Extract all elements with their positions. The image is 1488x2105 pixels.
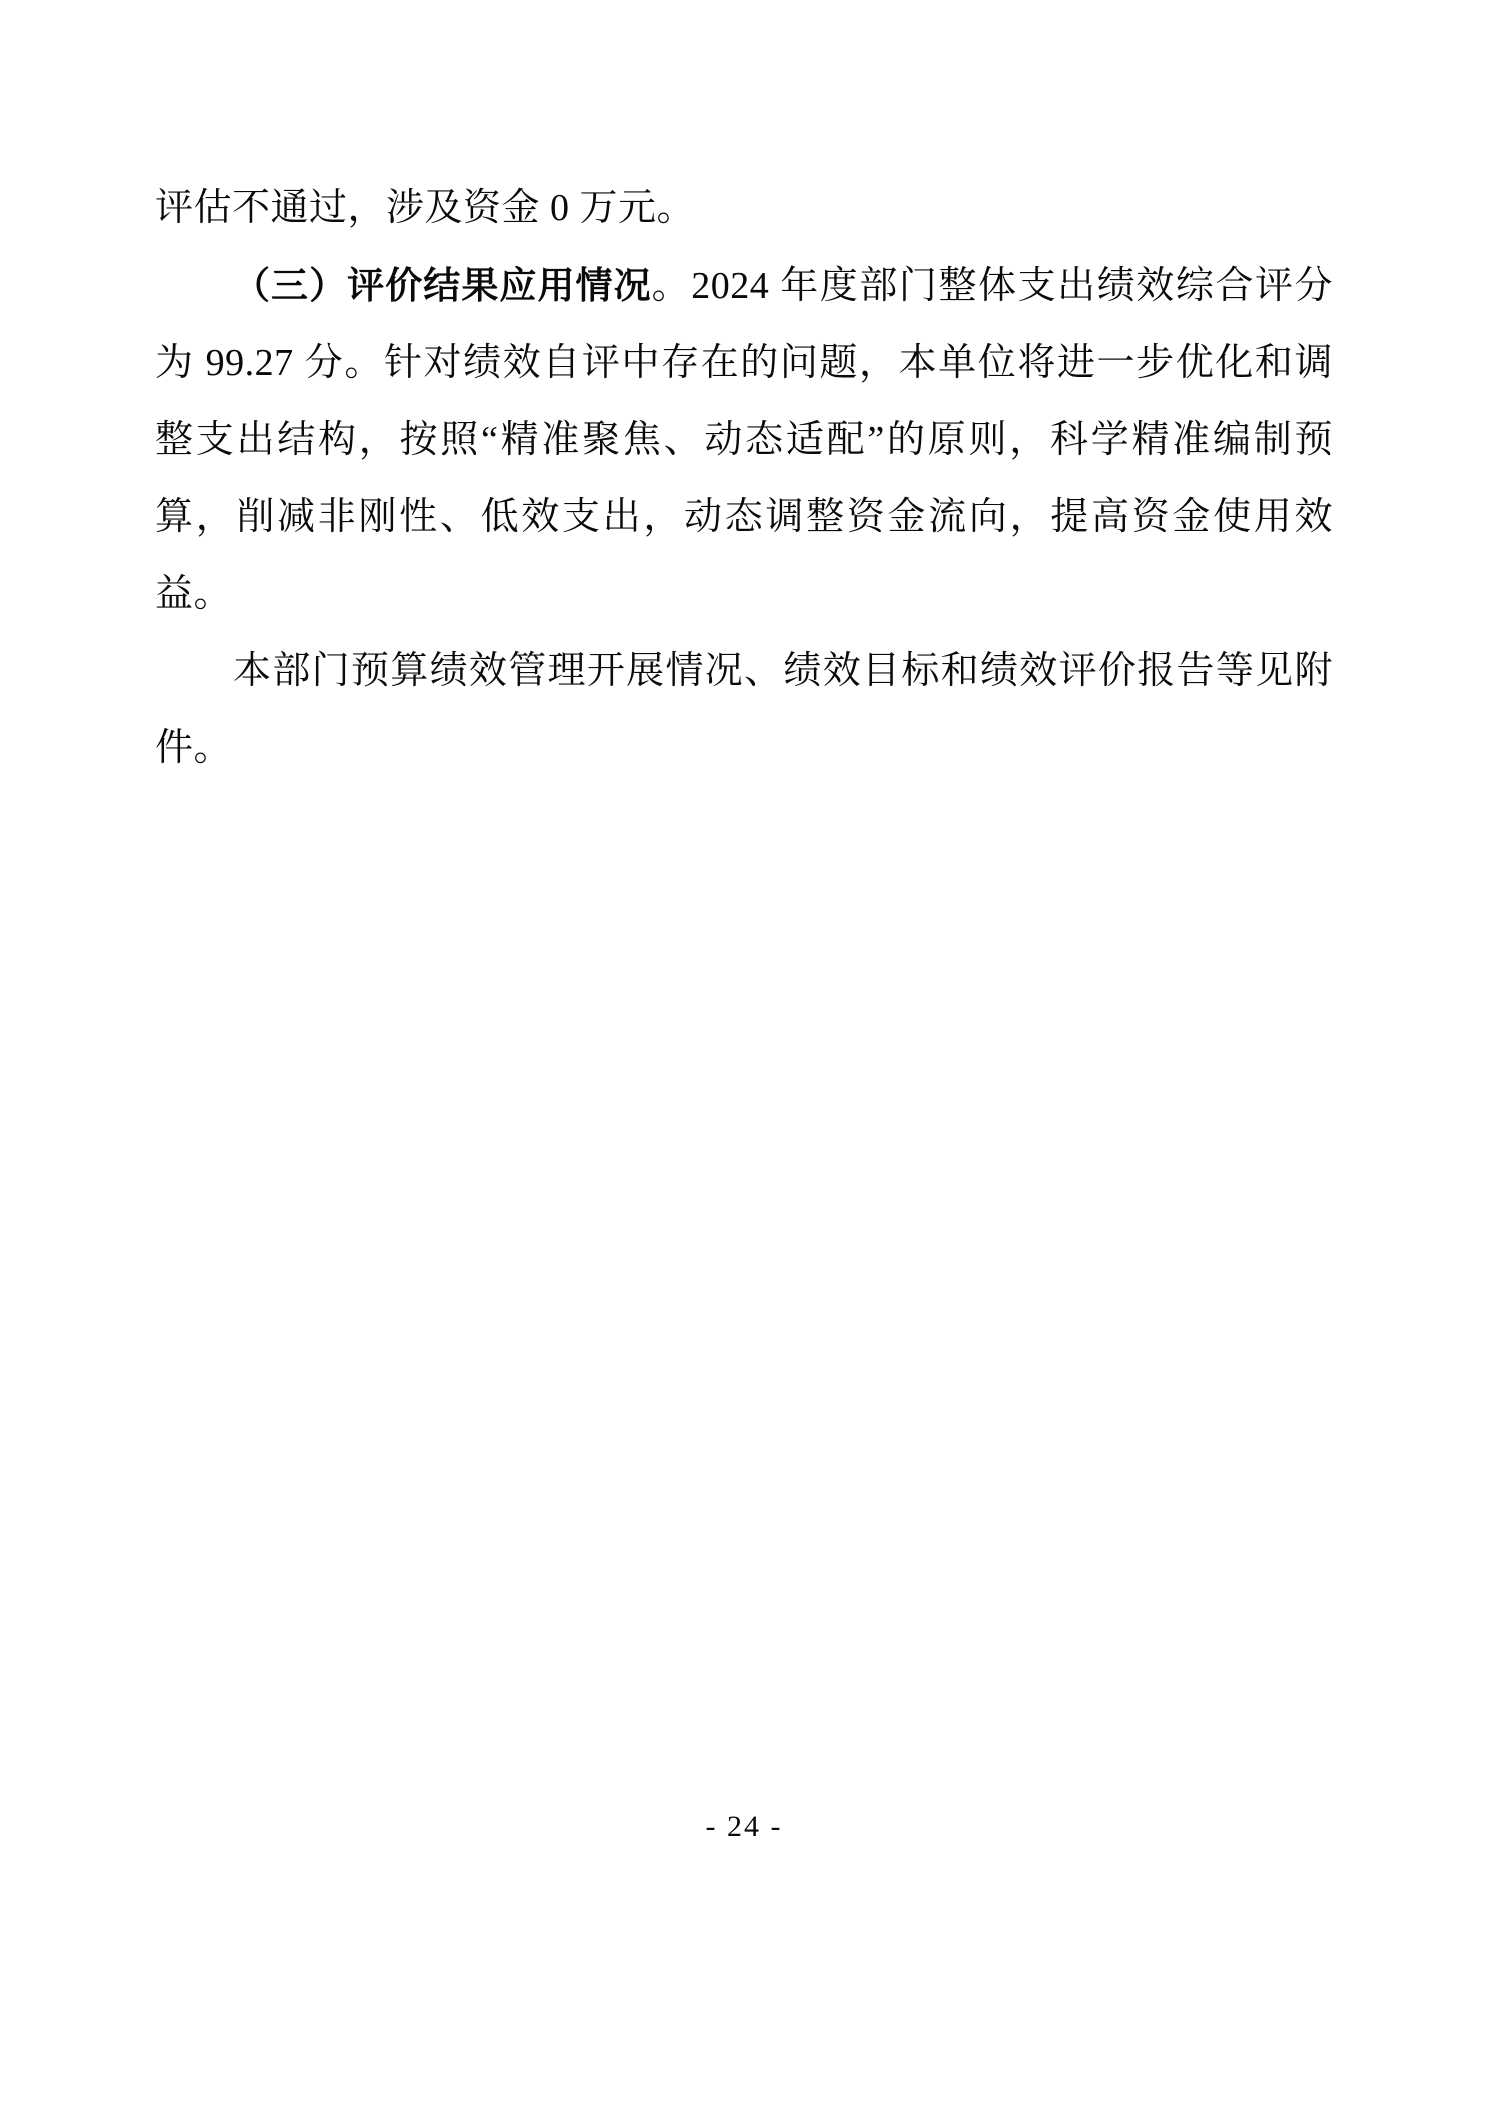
page-number: - 24 - <box>705 1810 783 1843</box>
paragraph-heading-label: （三）评价结果应用情况 <box>233 264 652 307</box>
paragraph-estimate-result: 评估不通过，涉及资金 0 万元。 <box>155 187 696 229</box>
paragraph-attachment-note: 本部门预算绩效管理开展情况、绩效目标和绩效评价报告等见附件。 <box>155 650 1333 769</box>
document-body <box>155 170 1333 787</box>
paragraph-evaluation-application <box>155 247 1333 633</box>
paragraph-evaluation-application-text: 。2024 年度部门整体支出绩效综合评分为 99.27 分。针对绩效自评中存在的问题，本单位将进一步优化和调整支出结构，按照“精准聚焦、动态适配”的原则，科学精准编制预算，削减非刚性、低效支出，动态调整资金流向，提高资金使用效益。 <box>155 265 1333 615</box>
